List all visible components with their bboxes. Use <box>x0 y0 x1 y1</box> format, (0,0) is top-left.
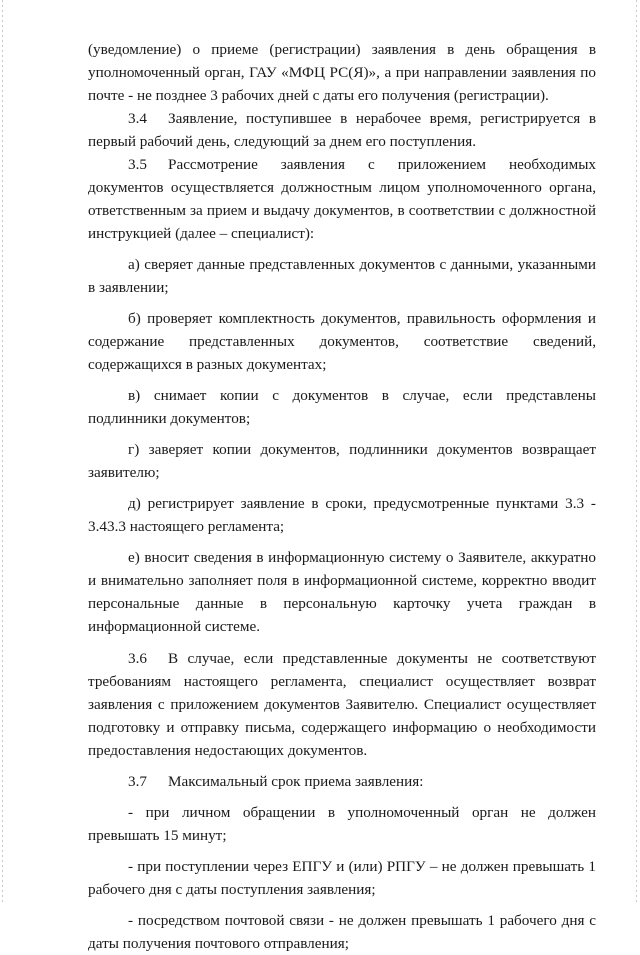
paragraph-dash-post <box>88 909 596 955</box>
paragraph-text: - посредством почтовой связи - не должен превышать 1 рабочего дня с даты получения почтового отправления; <box>88 912 596 952</box>
paragraph-text: (уведомление) о приеме (регистрации) заявления в день обращения в уполномоченный орган, ГАУ «МФЦ РС(Я)», а при направлении заявления по почте - не позднее 3 рабочих дней с даты его получения (регистрации). <box>88 41 596 104</box>
paragraph-text: б) проверяет комплектность документов, правильность оформления и содержание представленных документов, соответствие сведений, содержащихся в разных документах; <box>88 310 596 373</box>
paragraph-text: - при личном обращении в уполномоченный орган не должен превышать 15 минут; <box>88 804 596 844</box>
paragraph-text: В случае, если представленные документы не соответствуют требованиям настоящего регламента, специалист осуществляет возврат заявления с приложением документов Заявителю. Специалист осуществляет подготовку и отправку письма, содержащего информацию о необходимости предоставления недостающих документов. <box>88 650 596 759</box>
paragraph-3-7 <box>88 770 596 793</box>
scan-edge-left <box>2 0 3 905</box>
paragraph-text: в) снимает копии с документов в случае, если представлены подлинники документов; <box>88 387 596 427</box>
paragraph-3-5 <box>88 153 596 245</box>
paragraph-item-a <box>88 253 596 299</box>
paragraph-item-g <box>88 438 596 484</box>
paragraph-item-e <box>88 546 596 638</box>
paragraph-number: 3.5 <box>128 156 147 173</box>
paragraph-continuation <box>88 38 596 107</box>
paragraph-item-d <box>88 492 596 538</box>
paragraph-text: а) сверяет данные представленных документов с данными, указанными в заявлении; <box>88 256 596 296</box>
paragraph-dash-personal <box>88 801 596 847</box>
paragraph-text: е) вносит сведения в информационную систему о Заявителе, аккуратно и внимательно заполняет поля в информационной системе, корректно вводит персональные данные в персональную карточку учета граждан в информационной системе. <box>88 549 596 635</box>
paragraph-dash-portal <box>88 855 596 901</box>
scan-edge-right <box>636 0 637 905</box>
paragraph-text: Рассмотрение заявления с приложением необходимых документов осуществляется должностным лицом уполномоченного органа, ответственным за прием и выдачу документов, в соответствии с должностной инструкцией (далее – специалист): <box>88 156 596 242</box>
paragraph-text: Заявление, поступившее в нерабочее время, регистрируется в первый рабочий день, следующий за днем его поступления. <box>88 110 596 150</box>
paragraph-text: Максимальный срок приема заявления: <box>168 773 424 790</box>
paragraph-item-v <box>88 384 596 430</box>
paragraph-text: д) регистрирует заявление в сроки, предусмотренные пунктами 3.3 - 3.43.3 настоящего регламента; <box>88 495 596 535</box>
document-body <box>88 38 596 955</box>
paragraph-3-4 <box>88 107 596 153</box>
paragraph-item-b <box>88 307 596 376</box>
paragraph-number: 3.7 <box>128 773 147 790</box>
paragraph-3-6 <box>88 647 596 762</box>
paragraph-number: 3.4 <box>128 110 147 127</box>
paragraph-text: г) заверяет копии документов, подлинники документов возвращает заявителю; <box>88 441 596 481</box>
paragraph-number: 3.6 <box>128 650 147 667</box>
paragraph-text: - при поступлении через ЕПГУ и (или) РПГУ – не должен превышать 1 рабочего дня с даты поступления заявления; <box>88 858 596 898</box>
